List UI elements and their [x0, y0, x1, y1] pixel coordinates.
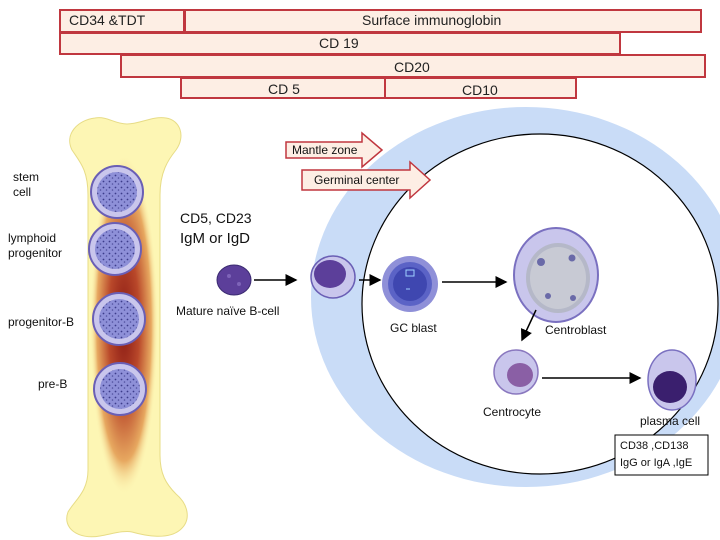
centroblast-cell: [514, 228, 598, 322]
germinal-center-label: Germinal center: [314, 173, 400, 187]
stem-cell: [91, 166, 143, 218]
activated-b-cell: [311, 256, 355, 298]
pre-b-label: pre-B: [38, 377, 68, 391]
surface-immunoglobin-bar: [184, 9, 702, 33]
centroblast-label: Centroblast: [545, 323, 607, 337]
cd20-label: CD20: [394, 59, 430, 75]
cd34-tdt-label: CD34 &TDT: [69, 12, 146, 28]
cd5-label: CD 5: [268, 81, 300, 97]
cd20-bar: [120, 54, 706, 78]
mature-b-ig-label: IgM or IgD: [180, 230, 251, 247]
cd10-bar: [384, 77, 577, 99]
gc-blast-label: GC blast: [390, 321, 437, 335]
mature-naive-b-cell: [217, 265, 251, 295]
progenitor-b-label: progenitor-B: [8, 315, 75, 329]
plasma-markers-line2: IgG or IgA ,IgE: [620, 457, 693, 469]
surface-immunoglobin-label: Surface immunoglobin: [362, 12, 502, 28]
centrocyte-cell: [494, 350, 538, 394]
centrocyte-label: Centrocyte: [483, 405, 542, 419]
mature-b-cell-label: Mature naïve B-cell: [176, 304, 280, 318]
mantle-zone-label: Mantle zone: [292, 143, 358, 157]
cd19-bar: [59, 32, 621, 55]
cd34-tdt-bar: [59, 9, 185, 33]
mature-b-markers-label: CD5, CD23: [180, 210, 252, 226]
stem-cell-label-line1: stem: [13, 170, 40, 184]
plasma-cell-label: plasma cell: [640, 414, 701, 428]
stem-cell-label-line2: cell: [13, 185, 32, 199]
cd19-label: CD 19: [319, 35, 359, 51]
cd10-label: CD10: [462, 82, 498, 98]
lymphoid-progenitor-label-line2: progenitor: [8, 246, 63, 260]
lymphoid-progenitor-label-line1: lymphoid: [8, 231, 57, 245]
plasma-cell: [648, 350, 696, 410]
plasma-markers-line1: CD38 ,CD138: [620, 440, 689, 452]
lymphoid-progenitor-cell: [89, 223, 141, 275]
progenitor-b-cell: [93, 293, 145, 345]
pre-b-cell: [94, 363, 146, 415]
gc-blast-cell: [382, 256, 438, 312]
cd5-bar: [180, 77, 386, 99]
